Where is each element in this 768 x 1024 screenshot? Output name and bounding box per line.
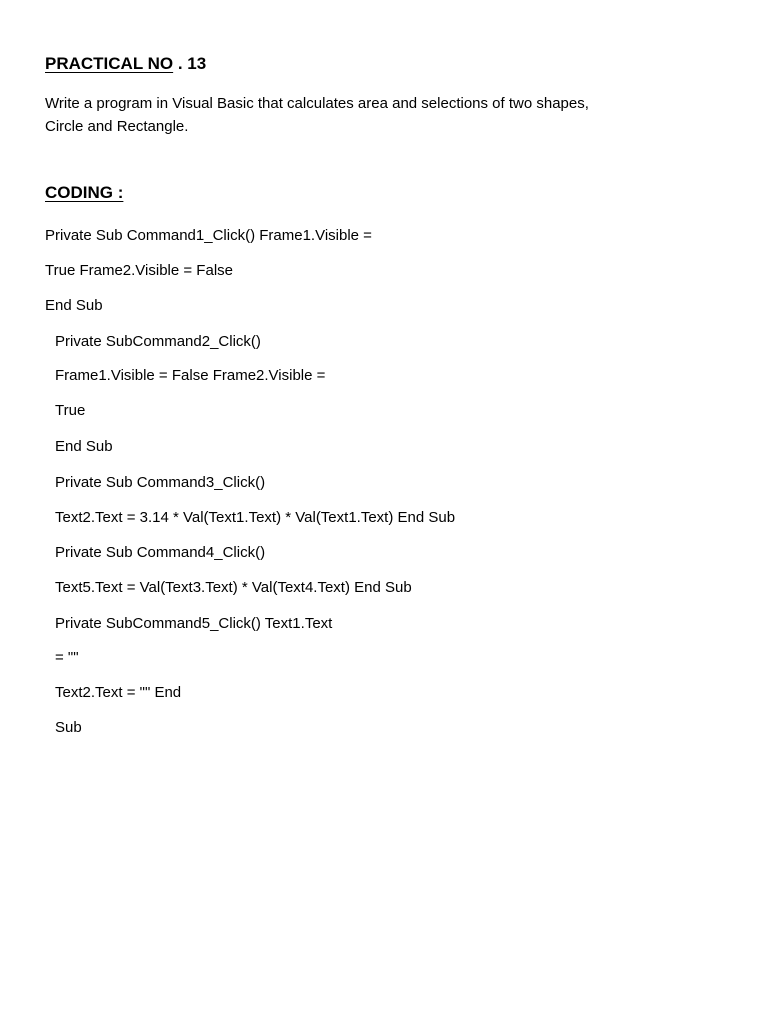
code-line: End Sub: [55, 438, 113, 455]
code-line: Private SubCommand5_Click() Text1.Text: [55, 615, 333, 632]
code-line: Sub: [55, 719, 82, 736]
page-title: [45, 54, 206, 74]
code-line: End Sub: [45, 297, 103, 314]
code-line: True: [55, 402, 86, 419]
code-line: Text2.Text = 3.14 * Val(Text1.Text) * Val(Text1.Text) End Sub: [55, 509, 456, 526]
coding-heading-text: CODING :: [45, 183, 124, 202]
problem-statement-line-1: Write a program in Visual Basic that calculates area and selections of two shapes,: [45, 95, 589, 112]
title-underlined-text: PRACTICAL NO: [45, 54, 174, 73]
code-line: Private SubCommand2_Click(): [55, 333, 261, 350]
code-line: = "": [55, 649, 79, 666]
code-line: True Frame2.Visible = False: [45, 262, 233, 279]
code-line: Private Sub Command4_Click(): [55, 544, 266, 561]
problem-statement-line-2: Circle and Rectangle.: [45, 118, 189, 135]
code-line: Frame1.Visible = False Frame2.Visible =: [55, 367, 326, 384]
coding-heading: [45, 183, 123, 203]
code-line: Text5.Text = Val(Text3.Text) * Val(Text4.Text) End Sub: [55, 579, 412, 596]
code-line: Text2.Text = "" End: [55, 684, 182, 701]
code-line: Private Sub Command1_Click() Frame1.Visible =: [45, 227, 372, 244]
code-line: Private Sub Command3_Click(): [55, 474, 266, 491]
title-number-text: . 13: [173, 54, 207, 73]
problem-statement: [45, 92, 645, 138]
